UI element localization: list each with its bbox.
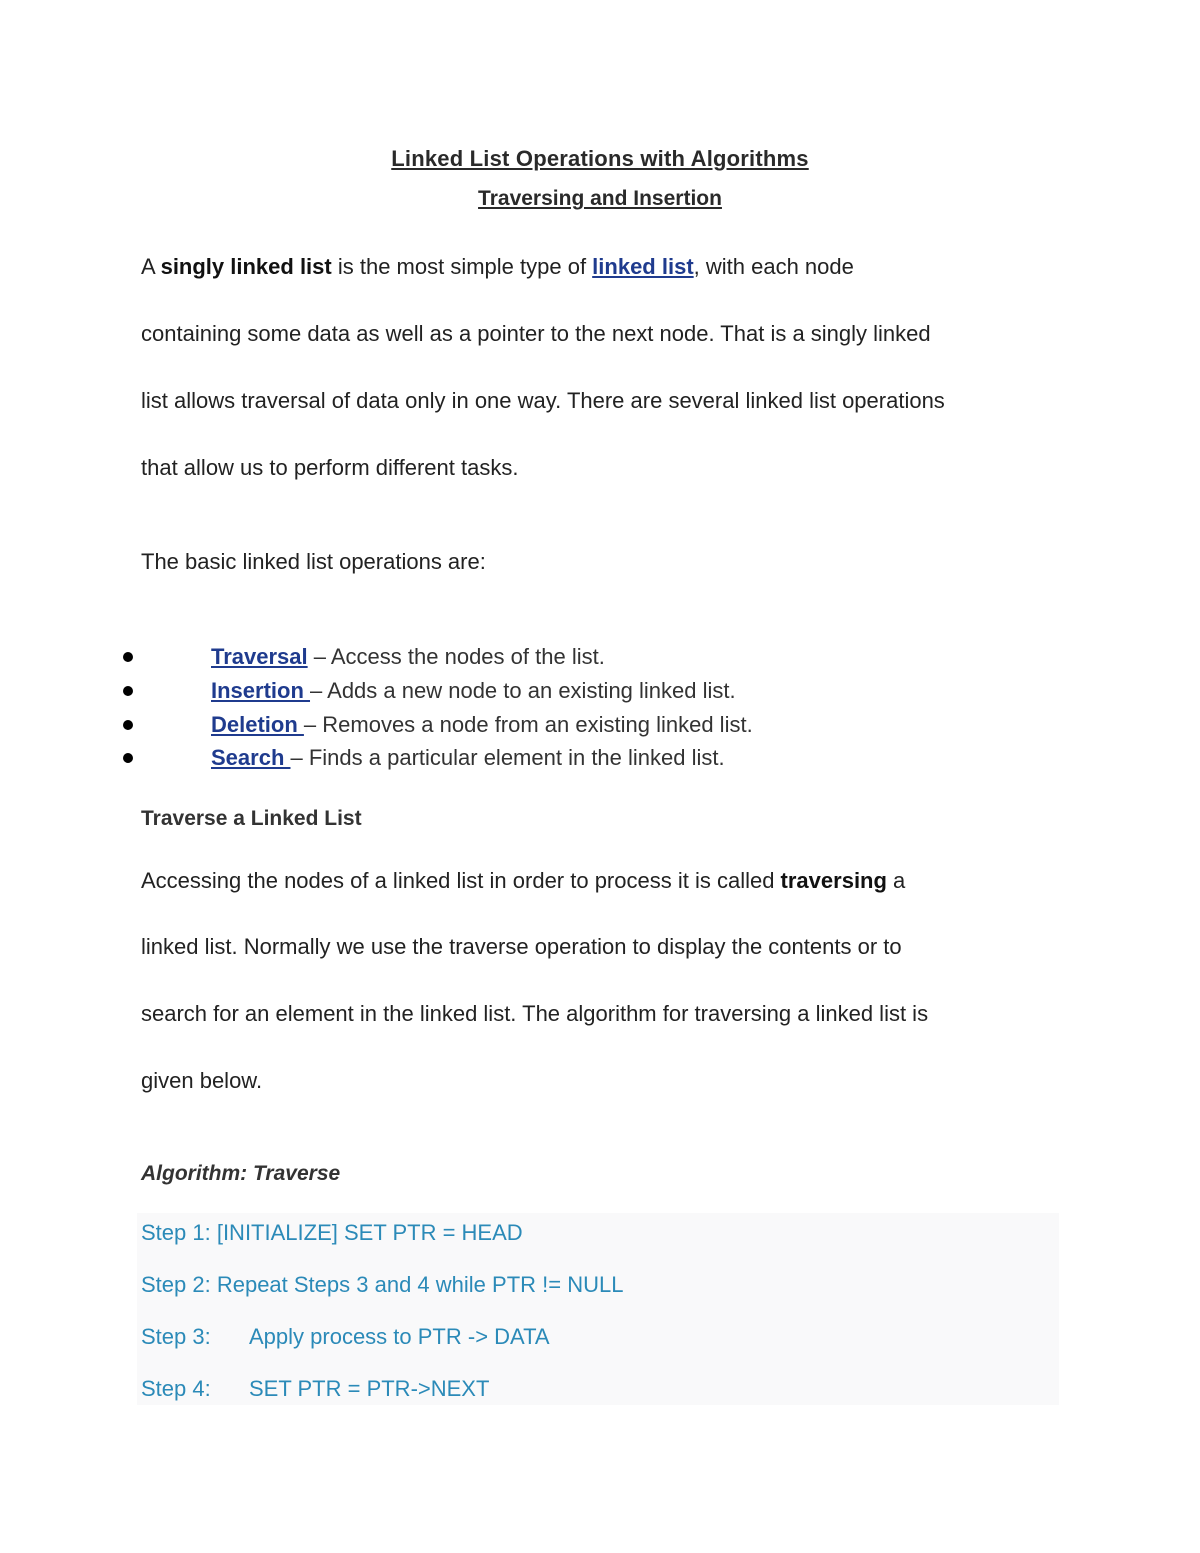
bullet-icon (123, 686, 133, 696)
insertion-link[interactable]: Insertion (211, 678, 311, 703)
traverse-line-1 (141, 868, 905, 894)
intro-line-4: that allow us to perform different tasks. (141, 455, 519, 480)
traverse-heading: Traverse a Linked List (141, 807, 362, 830)
algorithm-heading (141, 1162, 340, 1186)
operation-desc: – Adds a new node to an existing linked list. (310, 678, 736, 703)
step-label: Step 3: (141, 1324, 211, 1349)
algorithm-step-1 (141, 1220, 523, 1246)
traverse-line-2: linked list. Normally we use the traverse operation to display the contents or to (141, 934, 902, 959)
intro-line-1 (141, 254, 854, 280)
operation-desc: – Finds a particular element in the linked list. (290, 745, 725, 770)
step-text: Repeat Steps 3 and 4 while PTR != NULL (210, 1272, 624, 1297)
search-link[interactable]: Search (211, 745, 291, 770)
intro-text: A (141, 254, 161, 279)
step-text: [INITIALIZE] SET PTR = HEAD (210, 1220, 523, 1245)
list-item (211, 644, 605, 670)
bullet-icon (123, 652, 133, 662)
step-text: Apply process to PTR -> DATA (249, 1324, 550, 1349)
step-label: Step 4: (141, 1376, 211, 1401)
traverse-line-4: given below. (141, 1068, 263, 1093)
operation-desc: – Removes a node from an existing linked list. (303, 712, 753, 737)
operation-desc: – Access the nodes of the list. (307, 644, 605, 669)
traverse-text: Accessing the nodes of a linked list in order to process it is called (141, 868, 781, 893)
intro-line-3: list allows traversal of data only in one way. There are several linked list operations (141, 388, 945, 413)
bullet-icon (123, 720, 133, 730)
algorithm-step-3 (141, 1324, 550, 1350)
document-title: Linked List Operations with Algorithms (391, 146, 809, 171)
step-text: SET PTR = PTR->NEXT (249, 1376, 490, 1401)
traverse-text: a (886, 868, 906, 893)
list-item (211, 712, 753, 738)
algorithm-label: Algorithm (141, 1162, 241, 1185)
algorithm-name: : Traverse (240, 1162, 341, 1185)
deletion-link[interactable]: Deletion (211, 712, 304, 737)
basic-ops-heading: The basic linked list operations are: (141, 549, 486, 574)
intro-line-2: containing some data as well as a pointer to the next node. That is a singly linked (141, 321, 931, 346)
traversal-link[interactable]: Traversal (211, 644, 308, 669)
bullet-icon (123, 753, 133, 763)
algorithm-step-2 (141, 1272, 623, 1298)
list-item (211, 678, 736, 704)
list-item (211, 745, 725, 771)
intro-bold-term: singly linked list (160, 254, 332, 279)
step-label: Step 2: (141, 1272, 211, 1297)
traverse-bold-term: traversing (780, 868, 887, 893)
document-subtitle: Traversing and Insertion (478, 187, 722, 210)
algorithm-step-4 (141, 1376, 489, 1402)
intro-text: , with each node (693, 254, 854, 279)
intro-text: is the most simple type of (331, 254, 593, 279)
traverse-line-3: search for an element in the linked list. The algorithm for traversing a linked list is (141, 1001, 929, 1026)
linked-list-link[interactable]: linked list (592, 254, 694, 279)
step-label: Step 1: (141, 1220, 211, 1245)
